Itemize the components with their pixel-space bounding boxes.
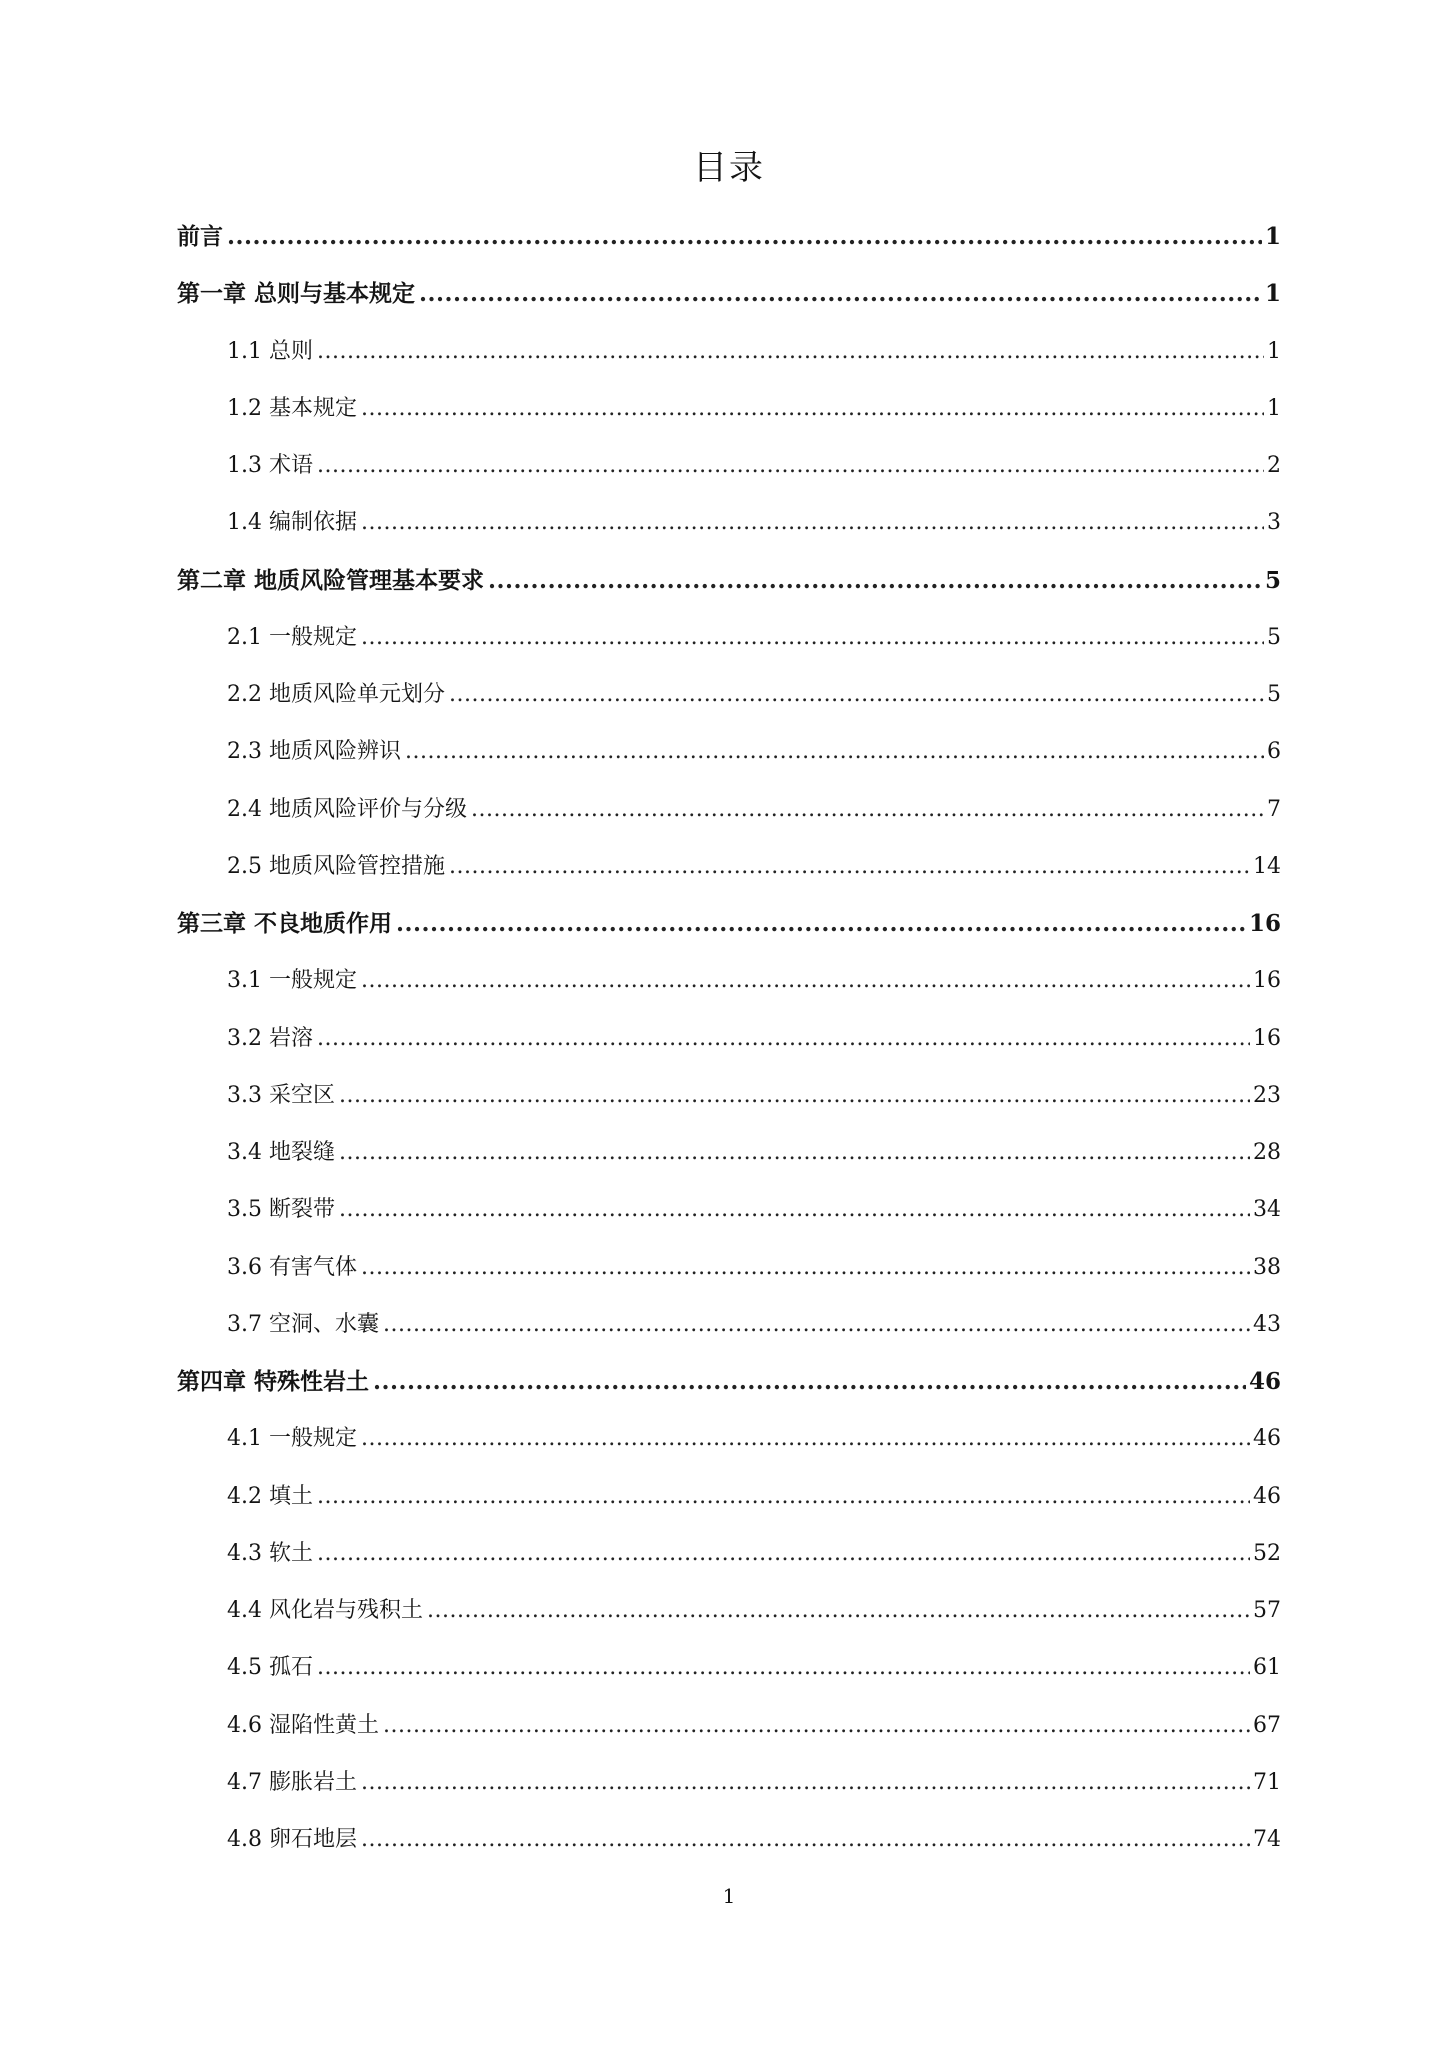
toc-section-entry bbox=[177, 1468, 1281, 1525]
dot-leader bbox=[361, 1239, 1250, 1296]
page-number: 1 bbox=[722, 1884, 736, 1908]
toc-section-entry bbox=[177, 609, 1281, 666]
dot-leader bbox=[339, 1181, 1250, 1238]
toc-entry-page-number: 5 bbox=[1267, 682, 1281, 707]
toc-entry-page-number: 5 bbox=[1264, 566, 1281, 594]
dot-leader bbox=[317, 1639, 1250, 1696]
toc-entry-label: 2.4 地质风险评价与分级 bbox=[227, 796, 467, 822]
toc-section-entry bbox=[177, 1124, 1281, 1181]
toc-entry-page-number: 16 bbox=[1253, 1025, 1281, 1051]
dot-leader bbox=[419, 265, 1262, 322]
dot-leader bbox=[317, 437, 1264, 494]
dot-leader bbox=[373, 1353, 1246, 1410]
toc-entry-page-number: 34 bbox=[1253, 1197, 1281, 1223]
dot-leader bbox=[449, 666, 1264, 723]
toc-section-entry bbox=[177, 1010, 1281, 1067]
toc-entry-label: 3.3 采空区 bbox=[227, 1082, 335, 1108]
toc-section-entry bbox=[177, 781, 1281, 838]
toc-entry-label: 4.4 风化岩与残积土 bbox=[227, 1598, 423, 1623]
dot-leader bbox=[361, 609, 1264, 666]
toc-section-entry bbox=[177, 1697, 1281, 1754]
toc-entry-label: 1.3 术语 bbox=[227, 453, 313, 478]
toc-entry-page-number: 2 bbox=[1267, 453, 1281, 478]
toc-entry-page-number: 28 bbox=[1253, 1140, 1281, 1165]
toc-entry-label: 3.2 岩溶 bbox=[227, 1025, 313, 1051]
toc-section-entry bbox=[177, 1067, 1281, 1124]
toc-entry-label: 1.1 总则 bbox=[227, 338, 313, 364]
toc-entry-label: 2.1 一般规定 bbox=[227, 624, 357, 650]
dot-leader bbox=[361, 1410, 1250, 1467]
toc-entry-label: 第二章 地质风险管理基本要求 bbox=[177, 566, 485, 594]
toc-entry-label: 第四章 特殊性岩土 bbox=[177, 1368, 370, 1395]
dot-leader bbox=[405, 723, 1264, 780]
toc-entry-page-number: 1 bbox=[1267, 338, 1281, 364]
dot-leader bbox=[339, 1124, 1250, 1181]
toc-entry-label: 3.6 有害气体 bbox=[227, 1254, 357, 1280]
page-title: 目录 bbox=[693, 148, 765, 188]
toc-entry-label: 3.4 地裂缝 bbox=[227, 1140, 335, 1165]
toc-entry-label: 4.7 膨胀岩土 bbox=[227, 1769, 357, 1795]
toc-entry-page-number: 71 bbox=[1253, 1769, 1281, 1795]
toc-entry-page-number: 1 bbox=[1267, 395, 1281, 421]
toc-section-entry bbox=[177, 1582, 1281, 1639]
dot-leader bbox=[317, 1468, 1250, 1525]
toc-entry-page-number: 46 bbox=[1253, 1426, 1281, 1452]
toc-entry-label: 前言 bbox=[177, 223, 223, 250]
toc-entry-page-number: 5 bbox=[1267, 624, 1281, 650]
toc-entry-page-number: 7 bbox=[1267, 796, 1281, 822]
dot-leader bbox=[339, 1067, 1250, 1124]
dot-leader bbox=[361, 380, 1264, 437]
toc-section-entry bbox=[177, 1639, 1281, 1696]
dot-leader bbox=[488, 552, 1262, 609]
toc-section-entry bbox=[177, 723, 1281, 780]
toc-section-entry bbox=[177, 1181, 1281, 1238]
toc-section-entry bbox=[177, 380, 1281, 437]
toc-entry-page-number: 74 bbox=[1253, 1827, 1281, 1852]
toc-entry-page-number: 67 bbox=[1253, 1712, 1281, 1738]
toc-section-entry bbox=[177, 494, 1281, 551]
dot-leader bbox=[361, 1754, 1250, 1811]
toc-entry-page-number: 16 bbox=[1253, 968, 1281, 994]
toc-section-entry bbox=[177, 1296, 1281, 1353]
toc-entry-label: 2.5 地质风险管控措施 bbox=[227, 853, 445, 879]
toc-section-entry bbox=[177, 838, 1281, 895]
toc-chapter-entry bbox=[177, 265, 1281, 322]
toc-entry-page-number: 52 bbox=[1253, 1540, 1281, 1566]
dot-leader bbox=[471, 781, 1264, 838]
toc-entry-label: 1.2 基本规定 bbox=[227, 395, 357, 421]
dot-leader bbox=[361, 952, 1250, 1009]
toc-section-entry bbox=[177, 1754, 1281, 1811]
toc-list bbox=[177, 208, 1281, 1868]
toc-section-entry bbox=[177, 1811, 1281, 1868]
toc-section-entry bbox=[177, 666, 1281, 723]
toc-section-entry bbox=[177, 1410, 1281, 1467]
toc-entry-label: 3.7 空洞、水囊 bbox=[227, 1311, 379, 1337]
toc-entry-page-number: 1 bbox=[1264, 223, 1281, 250]
toc-entry-label: 4.2 填土 bbox=[227, 1483, 313, 1509]
toc-entry-page-number: 38 bbox=[1253, 1254, 1281, 1280]
toc-chapter-entry bbox=[177, 208, 1281, 265]
dot-leader bbox=[361, 494, 1264, 551]
toc-chapter-entry bbox=[177, 552, 1281, 609]
toc-entry-label: 4.3 软土 bbox=[227, 1540, 313, 1566]
dot-leader bbox=[449, 838, 1250, 895]
dot-leader bbox=[317, 1010, 1250, 1067]
dot-leader bbox=[361, 1811, 1250, 1868]
dot-leader bbox=[317, 323, 1264, 380]
toc-entry-label: 3.1 一般规定 bbox=[227, 968, 357, 994]
dot-leader bbox=[396, 895, 1246, 952]
toc-section-entry bbox=[177, 952, 1281, 1009]
dot-leader bbox=[317, 1525, 1250, 1582]
toc-entry-label: 第一章 总则与基本规定 bbox=[177, 280, 416, 308]
toc-entry-label: 2.3 地质风险辨识 bbox=[227, 739, 401, 765]
toc-section-entry bbox=[177, 437, 1281, 494]
toc-section-entry bbox=[177, 1239, 1281, 1296]
toc-entry-page-number: 23 bbox=[1253, 1082, 1281, 1108]
toc-chapter-entry bbox=[177, 1353, 1281, 1410]
toc-entry-label: 4.6 湿陷性黄土 bbox=[227, 1712, 379, 1738]
toc-chapter-entry bbox=[177, 895, 1281, 952]
toc-entry-page-number: 43 bbox=[1253, 1311, 1281, 1337]
toc-entry-page-number: 6 bbox=[1267, 739, 1281, 765]
toc-entry-label: 4.8 卵石地层 bbox=[227, 1827, 357, 1852]
toc-section-entry bbox=[177, 1525, 1281, 1582]
toc-entry-label: 4.1 一般规定 bbox=[227, 1426, 357, 1452]
toc-entry-page-number: 16 bbox=[1248, 910, 1281, 937]
toc-entry-label: 1.4 编制依据 bbox=[227, 510, 357, 536]
dot-leader bbox=[227, 208, 1262, 265]
toc-entry-page-number: 14 bbox=[1253, 853, 1281, 879]
toc-entry-page-number: 1 bbox=[1264, 280, 1281, 308]
toc-entry-label: 3.5 断裂带 bbox=[227, 1197, 335, 1223]
toc-entry-page-number: 3 bbox=[1267, 510, 1281, 536]
toc-entry-label: 2.2 地质风险单元划分 bbox=[227, 682, 445, 707]
toc-entry-label: 第三章 不良地质作用 bbox=[177, 910, 393, 937]
toc-entry-page-number: 57 bbox=[1253, 1598, 1281, 1623]
dot-leader bbox=[383, 1697, 1250, 1754]
toc-section-entry bbox=[177, 323, 1281, 380]
toc-entry-page-number: 61 bbox=[1253, 1655, 1281, 1681]
toc-entry-page-number: 46 bbox=[1248, 1368, 1281, 1395]
dot-leader bbox=[427, 1582, 1250, 1639]
toc-entry-label: 4.5 孤石 bbox=[227, 1655, 313, 1681]
toc-entry-page-number: 46 bbox=[1253, 1483, 1281, 1509]
dot-leader bbox=[383, 1296, 1250, 1353]
